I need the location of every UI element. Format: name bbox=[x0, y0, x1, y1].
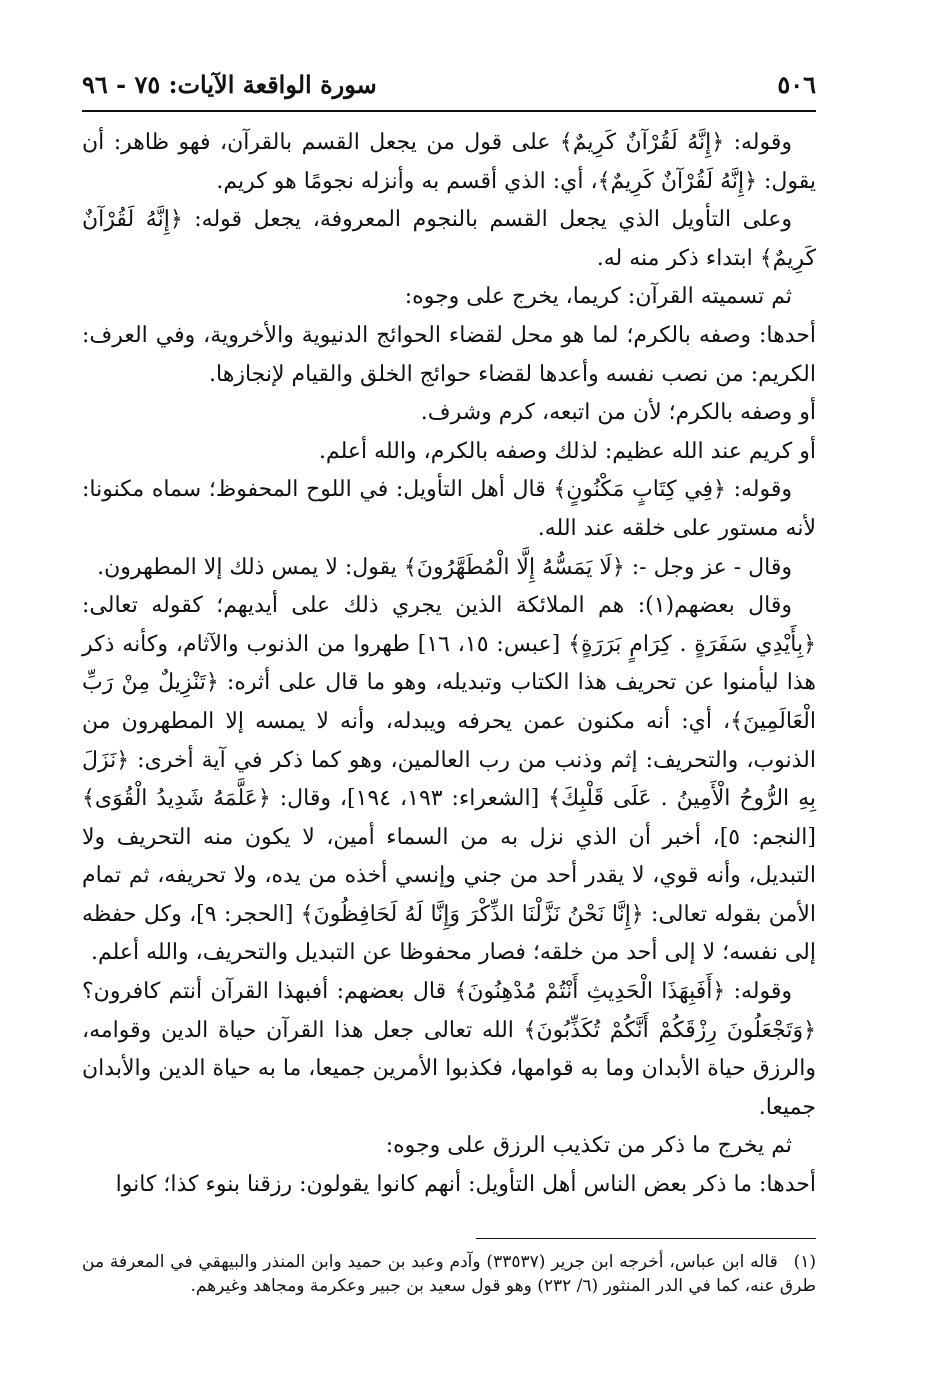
paragraph: وقوله: ﴿أَفَبِهَذَا الْحَدِيثِ أَنْتُمْ مُدْهِنُونَ﴾ قال بعضهم: أفبهذا القرآن أنتم كافرون؟ ﴿وَتَجْعَلُونَ رِزْقَكُمْ أَنَّكُمْ تُكَذِّبُونَ﴾ الله تعالى جعل هذا القرآن حياة الدين وقوامه، والرزق حياة الأبدان وما به قوامها، فكذبوا الأمرين جميعا، ما به حياة الدين والأبدان جميعا. bbox=[82, 979, 816, 1120]
page-number: ٥٠٦ bbox=[777, 69, 816, 99]
paragraph: أو كريم عند الله عظيم: لذلك وصفه بالكرم، والله أعلم. bbox=[318, 438, 816, 464]
paragraph: ثم يخرج ما ذكر من تكذيب الرزق على وجوه: bbox=[385, 1133, 792, 1159]
main-text bbox=[82, 124, 816, 1205]
paragraph: أحدها: ما ذكر بعض الناس أهل التأويل: أنهم كانوا يقولون: رزقنا بنوء كذا؛ كانوا bbox=[115, 1172, 816, 1198]
footnote bbox=[82, 1250, 816, 1298]
header-rule bbox=[82, 110, 816, 112]
footnote-marker: (١) bbox=[793, 1252, 817, 1272]
footnote-text: قاله ابن عباس، أخرجه ابن جرير (٣٣٥٣٧) وآدم وعبد بن حميد وابن المنذر والبيهقي في المعرفة من طرق عنه، كما في الدر المنثور (٦/ ٢٣٢) وهو قول سعيد بن جبير وعكرمة ومجاهد وغيرهم. bbox=[82, 1252, 816, 1296]
paragraph: وقوله: ﴿فِي كِتَابٍ مَكْنُونٍ﴾ قال أهل التأويل: في اللوح المحفوظ؛ سماه مكنونا: لأنه مستور على خلقه عند الله. bbox=[82, 477, 816, 541]
paragraph: وقوله: ﴿إِنَّهُ لَقُرْآنٌ كَرِيمٌ﴾ على قول من يجعل القسم بالقرآن، فهو ظاهر: أن يقول: ﴿إِنَّهُ لَقُرْآنٌ كَرِيمٌ﴾، أي: الذي أقسم به وأنزله نجومًا هو كريم. bbox=[82, 130, 816, 194]
paragraph: أو وصفه بالكرم؛ لأن من اتبعه، كرم وشرف. bbox=[420, 400, 816, 426]
running-title: سورة الواقعة الآيات: ٧٥ - ٩٦ bbox=[82, 69, 377, 99]
footnote-rule bbox=[476, 1238, 816, 1239]
page-header bbox=[82, 64, 816, 104]
paragraph: وقال - عز وجل -: ﴿لَا يَمَسُّهُ إِلَّا الْمُطَهَّرُونَ﴾ يقول: لا يمس ذلك إلا المطهرون. bbox=[97, 554, 792, 580]
paragraph: وقال بعضهم(١): هم الملائكة الذين يجري ذلك على أيديهم؛ كقوله تعالى: ﴿بِأَيْدِي سَفَرَةٍ . كِرَامٍ بَرَرَةٍ﴾ [عبس: ١٥، ١٦] طهروا من الذنوب والآثام، وكأنه ذكر هذا ليأمنوا عن تحريف هذا الكتاب وتبديله، وهو ما قال على أثره: ﴿تَنْزِيلٌ مِنْ رَبِّ الْعَالَمِينَ﴾، أي: أنه مكنون عمن يحرفه ويبدله، وأنه لا يمسه إلا المطهرون من الذنوب، والتحريف: إثم وذنب من رب العالمين، وهو كما ذكر في آية أخرى: ﴿نَزَلَ بِهِ الرُّوحُ الْأَمِينُ . عَلَى قَلْبِكَ﴾ [الشعراء: ١٩٣، ١٩٤]، وقال: ﴿عَلَّمَهُ شَدِيدُ الْقُوَى﴾ [النجم: ٥]، أخبر أن الذي نزل به من السماء أمين، لا يكون منه التحريف ولا التبديل، وأنه قوي، لا يقدر أحد من جني وإنسي أخذه من يده، ولا تحريفه، ثم تمام الأمن بقوله تعالى: ﴿إِنَّا نَحْنُ نَزَّلْنَا الذِّكْرَ وَإِنَّا لَهُ لَحَافِظُونَ﴾ [الحجر: ٩]، وكل حفظه إلى نفسه؛ لا إلى أحد من خلقه؛ فصار محفوظا عن التبديل والتحريف، والله أعلم. bbox=[82, 593, 817, 966]
paragraph: ثم تسميته القرآن: كريما، يخرج على وجوه: bbox=[404, 284, 792, 310]
paragraph: أحدها: وصفه بالكرم؛ لما هو محل لقضاء الحوائج الدنيوية والأخروية، وفي العرف: الكريم: من نصب نفسه وأعدها لقضاء حوائج الخلق والقيام لإنجازها. bbox=[82, 322, 816, 387]
paragraph: وعلى التأويل الذي يجعل القسم بالنجوم المعروفة، يجعل قوله: ﴿إِنَّهُ لَقُرْآنٌ كَرِيمٌ﴾ ابتداء ذكر منه له. bbox=[82, 207, 816, 271]
